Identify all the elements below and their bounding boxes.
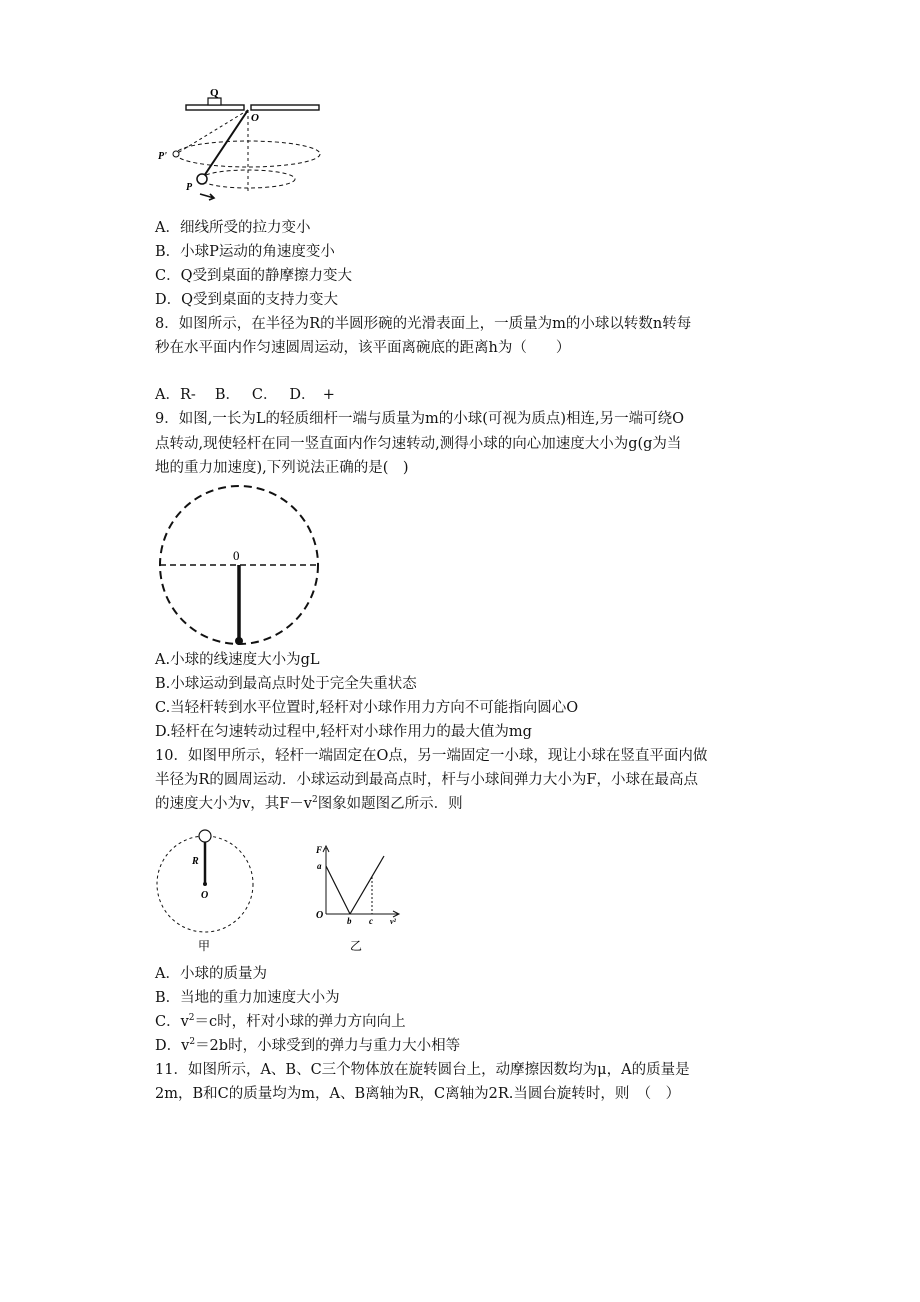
label-f: F (316, 845, 323, 855)
q9-stem-line1: 9．如图,一长为L的轻质细杆一端与质量为m的小球(可视为质点)相连,另一端可绕O (155, 411, 685, 427)
label-r: R (192, 856, 199, 867)
motion-arrow (200, 194, 214, 200)
q10-option-c: C．$v^2=c$时，杆对小球的弹力方向向上 (155, 1013, 406, 1030)
pivot (203, 882, 207, 886)
label-a: a (317, 861, 322, 871)
ball (235, 637, 243, 645)
label-o: O (316, 910, 324, 921)
q7-option-a: A．细线所受的拉力变小 (155, 220, 311, 236)
q10-stem-line3: 的速度大小为v，其$F-v^2$图象如题图乙所示．则 (155, 795, 463, 812)
label-v2: v² (390, 917, 396, 926)
thread-p (204, 110, 248, 176)
q7-option-b: B．小球P运动的角速度变小 (155, 244, 335, 260)
q8-stem-line2: 秒在水平面内作匀速圆周运动，该平面离碗底的距离h为（ ） (155, 340, 571, 356)
q9-stem-line2: 点转动,现使轻杆在同一竖直面内作匀速转动,测得小球的向心加速度大小为g(g为当 (155, 436, 682, 452)
table-left (186, 105, 244, 110)
ball-p (197, 174, 207, 184)
q9-option-b: B.小球运动到最高点时处于完全失重状态 (155, 676, 417, 692)
label-o: O (251, 112, 259, 124)
q7-option-d: D．Q受到桌面的支持力变大 (155, 292, 339, 308)
graph-rising (350, 856, 384, 914)
label-c: c (369, 916, 373, 926)
conical-pendulum-figure (150, 84, 330, 202)
q9-option-d: D.轻杆在匀速转动过程中,轻杆对小球作用力的最大值为mg (155, 724, 532, 740)
caption-yi: 乙 (350, 939, 363, 953)
ball-p-prime (173, 151, 179, 157)
figure-yi (306, 836, 406, 956)
block-q (208, 98, 221, 105)
q10-stem-line1: 10．如图甲所示，轻杆一端固定在O点，另一端固定一小球，现让小球在竖直平面内做 (155, 748, 708, 764)
q7-option-c: C．Q受到桌面的静摩擦力变大 (155, 268, 352, 284)
rotating-rod-figure (150, 480, 330, 646)
q10-option-b: B．当地的重力加速度大小为 (155, 990, 340, 1006)
q8-stem-line1: 8．如图所示，在半径为R的半圆形碗的光滑表面上，一质量为m的小球以转数n转每 (155, 316, 692, 332)
figure-jia (150, 826, 260, 956)
label-pivot-o: 0 (233, 548, 240, 563)
q10-stem-line2: 半径为R的圆周运动．小球运动到最高点时，杆与小球间弹力大小为F，小球在最高点 (155, 772, 698, 788)
label-q: Q (210, 87, 219, 99)
table-right (251, 105, 319, 110)
graph-falling (326, 866, 350, 914)
q9-option-a: A.小球的线速度大小为gL (155, 652, 320, 668)
label-p: P (186, 182, 193, 193)
label-o: O (201, 890, 209, 901)
caption-jia: 甲 (198, 939, 211, 953)
q9-option-c: C.当轻杆转到水平位置时,轻杆对小球作用力方向不可能指向圆心O (155, 700, 579, 716)
q11-stem-line1: 11．如图所示，A、B、C三个物体放在旋转圆台上，动摩擦因数均为μ，A的质量是 (155, 1062, 690, 1078)
ball-top (199, 830, 211, 842)
label-p-prime: P' (158, 151, 167, 162)
q8-options: A．R- B． C． D． + (155, 387, 335, 403)
label-b: b (347, 916, 352, 926)
q10-option-a: A．小球的质量为 (155, 966, 267, 982)
q9-stem-line3: 地的重力加速度),下列说法正确的是( ) (155, 460, 409, 476)
q10-option-d: D．$v^2=2b$时，小球受到的弹力与重力大小相等 (155, 1037, 461, 1054)
q11-stem-line2: 2m，B和C的质量均为m，A、B离轴为R，C离轴为2R.当圆台旋转时，则 （ ） (155, 1086, 681, 1102)
